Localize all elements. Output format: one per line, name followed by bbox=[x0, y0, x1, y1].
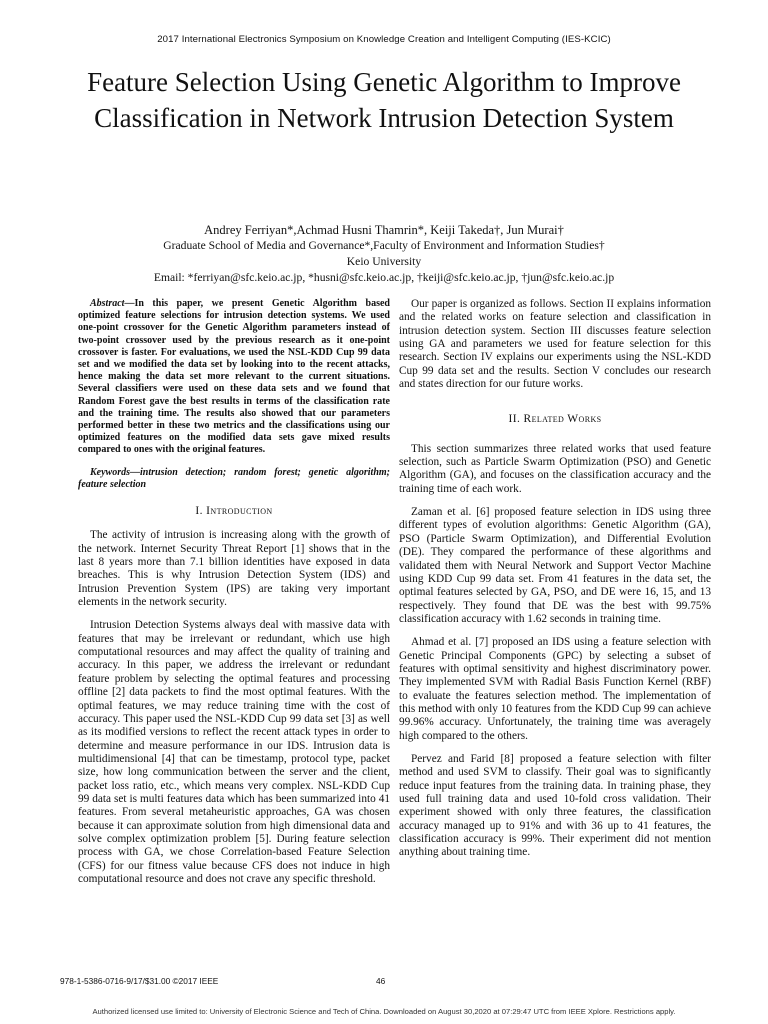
related-paragraph-1: This section summarizes three related works that used feature selection, such as Particle Swarm Optimization (PSO) and Genetic Algorithm (GA), and focuses on the classification accuracy and the training time of each work. bbox=[399, 442, 711, 495]
related-paragraph-2: Zaman et al. [6] proposed feature selection in IDS using three different types of evolution algorithms: Genetic Algorithm (GA), PSO (Particle Swarm Optimization), and Differential Evolution (DE). They compared the performance of these algorithms and validated them with Neural Network and Support Vector Machine using KDD Cup 99 data set. From 41 features in the data set, the optimal features selected by GA, PSO, and DE were 16, 15, and 13 respectively. They found that DE was the best with 99.75% classification accuracy with 1.62 seconds in training time. bbox=[399, 506, 711, 625]
page-number: 46 bbox=[376, 976, 386, 986]
organization-paragraph: Our paper is organized as follows. Section II explains information and the related works on feature selection and classification in intrusion detection system. Section III discusses feature selection using GA and parameters we used for feature selection for this research. Section IV explains our experiments using the NSL-KDD Cup 99 data set and the results. Section V concludes our research and states direction for our future works. bbox=[399, 298, 711, 391]
footer-isbn: 978-1-5386-0716-9/17/$31.00 ©2017 IEEE bbox=[60, 976, 219, 986]
conference-header: 2017 International Electronics Symposium on Knowledge Creation and Intelligent Computing (IES-KCIC) bbox=[157, 34, 611, 45]
affiliation: Graduate School of Media and Governance*,Faculty of Environment and Information Studies† bbox=[163, 239, 605, 252]
related-paragraph-4: Pervez and Farid [8] proposed a feature selection with filter method and used SVM to classify. Their goal was to significantly reduce input features from the training data. In training phase, they used full training data and used 10-fold cross validation. Their experiment showed with only three features, the classification accuracy managed up to 91% and with 36 up to 41 features, the classification accuracy is 99%. Their experiment did not mention anything about training time. bbox=[399, 752, 711, 859]
keywords: Keywords—intrusion detection; random forest; genetic algorithm; feature selection bbox=[78, 466, 390, 490]
abstract bbox=[78, 298, 390, 457]
section-heading-related-works: II. Related Works bbox=[508, 413, 602, 426]
related-paragraph-3: Ahmad et al. [7] proposed an IDS using a feature selection with Genetic Principal Components (GPC) by selecting a subset of features with optimal sensitivity and highest discriminatory power. They implemented SVM with Radial Basis Function Kernel (RBF) to evaluate the features selection method. The implementation of this method with only 10 features from the KDD Cup 99 can achieve 99.96% accuracy. Unfortunately, the training time was averagely high compared to the others. bbox=[399, 636, 711, 742]
paper-title: Feature Selection Using Genetic Algorithm to Improve Classification in Network Intrusion Detection System bbox=[87, 67, 681, 133]
abstract-text: —In this paper, we present Genetic Algorithm based optimized feature selections for intrusion detection systems. We used one-point crossover for the Genetic Algorithm parameters instead of two-point crossover used by the previous research as it one-point crossover is faster. For evaluations, we used the NSL-KDD Cup 99 data set and we modified the data set by looking into to the recent attacks, hence making the data set more relevant to the current situations. Several classifiers were used on these data sets and we found that Random Forest gave the best results in terms of the classification rate and the training time. The results also showed that our parameters performed better in these two metrics and the classifications using our optimized features on the modified data sets gave mixed results compared to ones with the original features. bbox=[78, 298, 390, 456]
left-column bbox=[78, 298, 390, 886]
abstract-label: Abstract bbox=[90, 298, 125, 309]
author-list: Andrey Ferriyan*,Achmad Husni Thamrin*, Keiji Takeda†, Jun Murai† bbox=[204, 223, 564, 237]
university: Keio University bbox=[346, 255, 422, 268]
section-heading-introduction: I. Introduction bbox=[195, 505, 273, 518]
license-notice: Authorized licensed use limited to: University of Electronic Science and Tech of China. Downloaded on August 30,2020 at 07:29:47 UTC from IEEE Xplore. Restrictions apply. bbox=[92, 1007, 676, 1016]
intro-paragraph-1: The activity of intrusion is increasing along with the growth of the network. Internet Security Threat Report [1] shows that in the last 8 years more than 7.1 billion identities have exposed in data breaches. This is why Intrusion Detection System (IDS) and Intrusion Prevention System (IPS) are taking very important elements in the network security. bbox=[78, 529, 390, 609]
right-column bbox=[399, 298, 711, 860]
email-line: Email: *ferriyan@sfc.keio.ac.jp, *husni@sfc.keio.ac.jp, †keiji@sfc.keio.ac.jp, †jun@sfc.keio.ac.jp bbox=[153, 271, 615, 284]
intro-paragraph-2: Intrusion Detection Systems always deal with massive data with features that may be irrelevant or redundant, which use high computational resources and may affect the quality of training and accuracy. In this paper, we address the irrelevant or redundant feature problem by selecting the optimal features and processing offline [2] data packets to find the most optimal features. With the optimal features, we may reduce training time with the cost of accuracy. This paper used the NSL-KDD Cup 99 data set [3] as well as its modified versions to reflect the recent attack types in order to determine and measure performance in our IDS. Intrusion data is multidimensional [4] that can be timestamp, protocol type, packet size, how long communication between the server and the client, packet loss ratio, etc., which means very complex. NSL-KDD Cup 99 data set is multi features data which has been summarized into 41 features. From several metaheuristic approaches, GA was chosen because it can approximate solution from high dimensional data and solve complex optimization problem [5]. During feature selection process with GA, we chose Correlation-based Feature Selection (CFS) for our fitness value because CFS does not induce in high computational resource and does not crave any specific threshold. bbox=[78, 619, 390, 885]
